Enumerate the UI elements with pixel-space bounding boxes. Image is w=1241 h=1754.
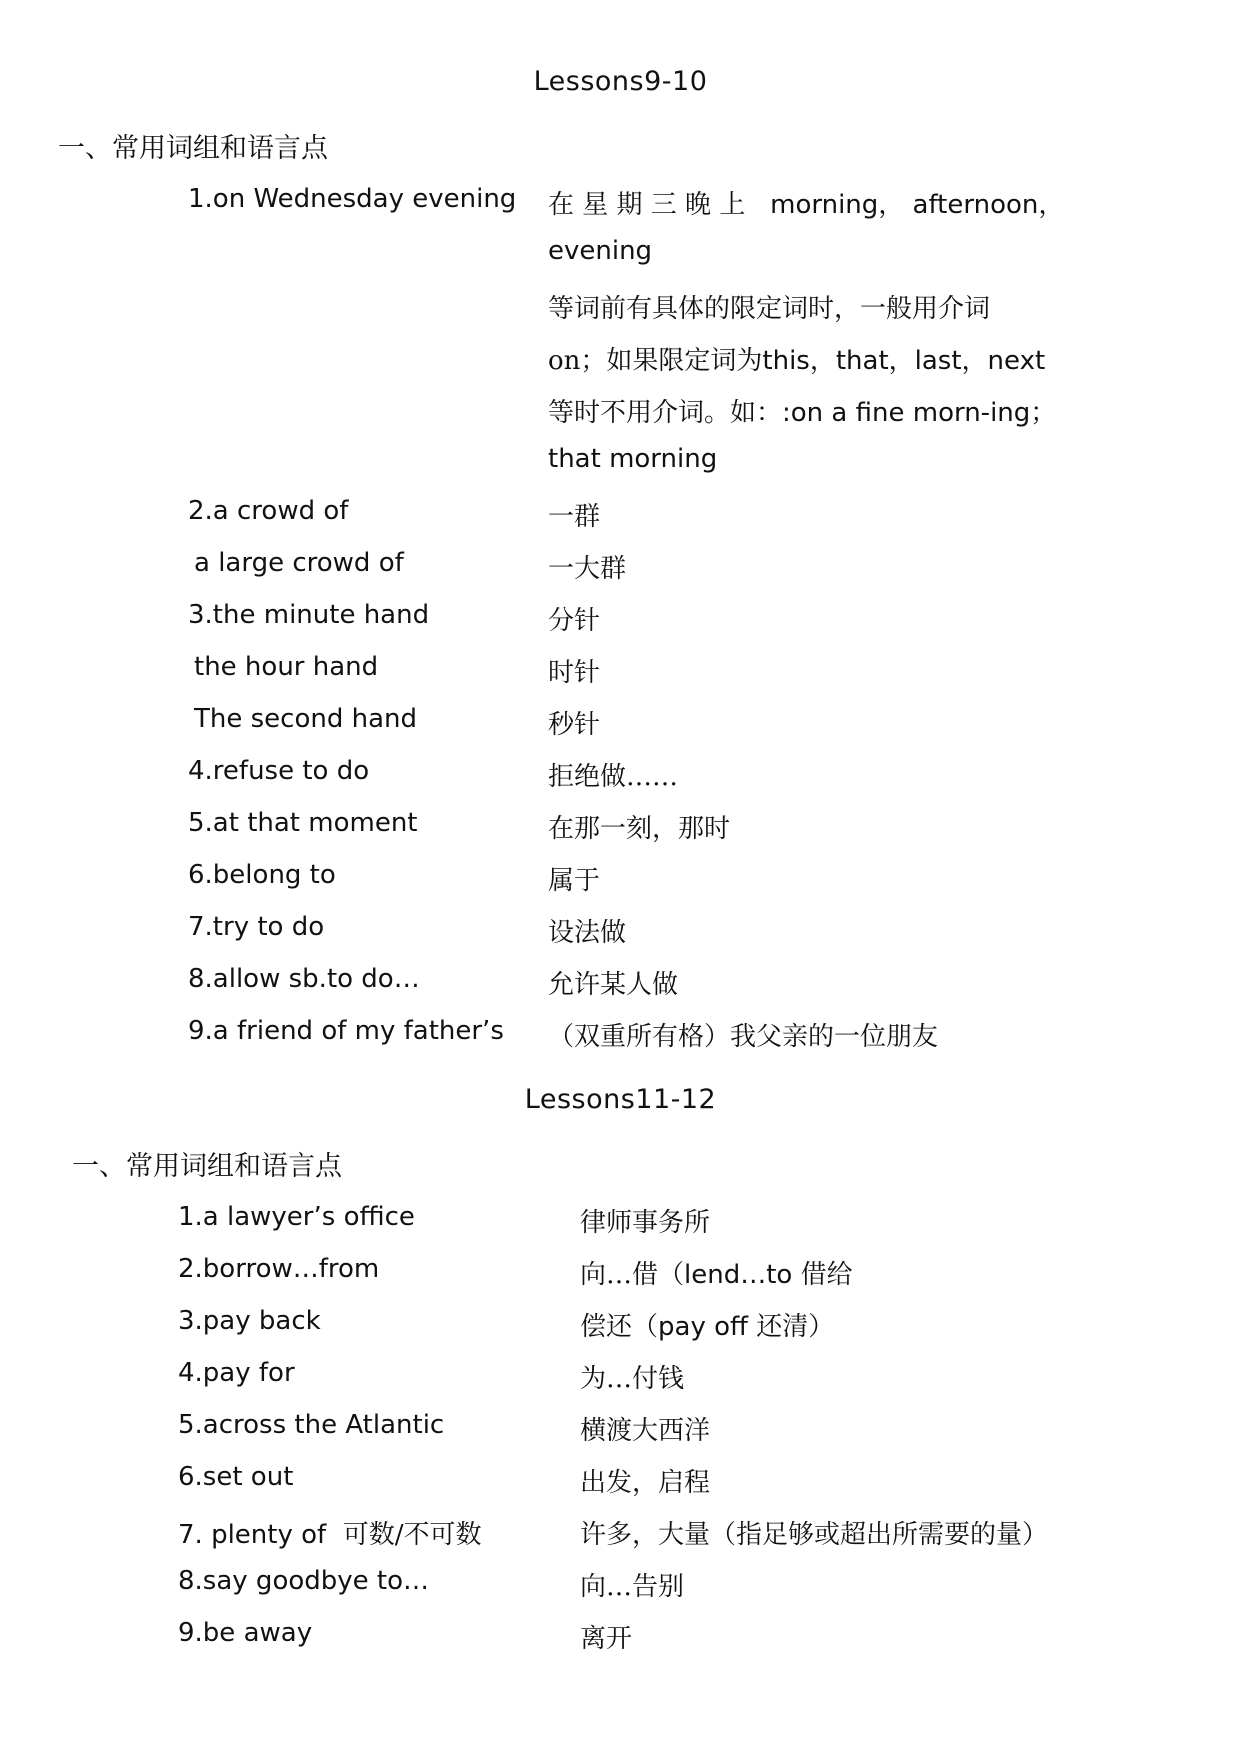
- phrase-meaning: 向…告别: [580, 1572, 685, 1602]
- note-text-en: this，that，last，next: [762, 346, 1046, 376]
- note-line: [548, 288, 990, 325]
- list-item: [0, 912, 1241, 964]
- note-text: 等词前有具体的限定词时，一般用介词: [548, 294, 991, 324]
- list-item: [0, 600, 1241, 652]
- phrase-meaning: 为…付钱: [580, 1364, 685, 1394]
- list-item: [0, 860, 1241, 912]
- list-item: [0, 704, 1241, 756]
- phrase-meaning: 秒针: [548, 710, 601, 740]
- note-text: that morning: [548, 444, 718, 474]
- phrase-term: a large crowd of: [194, 548, 404, 578]
- list-item: [0, 652, 1241, 704]
- meaning-en: morning， afternoon，: [770, 190, 1065, 220]
- phrase-term: 8.say goodbye to…: [178, 1566, 430, 1596]
- phrase-term: 9.a friend of my father’s: [188, 1016, 504, 1046]
- note-line: [548, 444, 717, 474]
- list-item: [0, 184, 1241, 236]
- phrase-meaning: 律师事务所: [580, 1208, 711, 1238]
- phrase-meaning: 离开: [580, 1624, 633, 1654]
- note-line: [548, 236, 652, 266]
- phrase-meaning: 在那一刻，那时: [548, 814, 731, 844]
- phrase-term: 1.a lawyer’s office: [178, 1202, 415, 1232]
- phrase-term: 6.set out: [178, 1462, 294, 1492]
- list-item: [0, 1514, 1241, 1566]
- phrase-term: 5.across the Atlantic: [178, 1410, 445, 1440]
- phrase-term: the hour hand: [194, 652, 379, 682]
- section-heading-11-12: 一、常用词组和语言点: [72, 1151, 342, 1182]
- section-heading-9-10: 一、常用词组和语言点: [58, 133, 328, 164]
- phrase-term: 5.at that moment: [188, 808, 418, 838]
- lesson-title-9-10: Lessons9-10: [533, 66, 708, 97]
- phrase-meaning: 分针: [548, 606, 601, 636]
- phrase-meaning: 拒绝做……: [548, 762, 679, 792]
- note-line: [548, 392, 1056, 429]
- list-item: [0, 1566, 1241, 1618]
- phrase-term: 6.belong to: [188, 860, 336, 890]
- list-item: [0, 1358, 1241, 1410]
- list-item: [0, 1016, 1241, 1068]
- phrase-term: 4.pay for: [178, 1358, 295, 1388]
- lesson-title-11-12: Lessons11-12: [524, 1084, 717, 1115]
- phrase-term: 1.on Wednesday evening: [188, 184, 517, 214]
- phrase-meaning: 一大群: [548, 554, 627, 584]
- phrase-term: 3.pay back: [178, 1306, 321, 1336]
- note-text: 等时不用介词。如：: [548, 398, 783, 428]
- phrase-term: 9.be away: [178, 1618, 313, 1648]
- phrase-meaning: 向…借（lend…to 借给: [580, 1260, 853, 1290]
- phrase-term: The second hand: [194, 704, 418, 734]
- phrase-term: 7.try to do: [188, 912, 325, 942]
- list-item: [0, 964, 1241, 1016]
- phrase-meaning: [548, 184, 1064, 221]
- note-text-en: :on a fine morn-ing；: [782, 398, 1057, 428]
- phrase-meaning: 属于: [548, 866, 601, 896]
- list-item: [0, 1202, 1241, 1254]
- phrase-term: 2.a crowd of: [188, 496, 349, 526]
- phrase-meaning: 设法做: [548, 918, 627, 948]
- list-item: [0, 1254, 1241, 1306]
- phrase-term: 7. plenty of 可数/不可数: [178, 1520, 482, 1550]
- note-line: [548, 340, 1045, 377]
- phrase-meaning: 允许某人做: [548, 970, 679, 1000]
- phrase-term: 3.the minute hand: [188, 600, 430, 630]
- phrase-meaning: 时针: [548, 658, 601, 688]
- meaning-zh: 在 星 期 三 晚 上: [548, 190, 746, 220]
- note-text: on；如果限定词为: [548, 346, 763, 376]
- list-item: [0, 1410, 1241, 1462]
- list-item: [0, 1462, 1241, 1514]
- phrase-meaning: 出发，启程: [580, 1468, 711, 1498]
- phrase-meaning: 许多，大量（指足够或超出所需要的量）: [580, 1520, 1049, 1550]
- phrase-term: 8.allow sb.to do…: [188, 964, 420, 994]
- phrase-term: 2.borrow…from: [178, 1254, 380, 1284]
- list-item: [0, 1306, 1241, 1358]
- list-item: [0, 1618, 1241, 1670]
- list-item: [0, 808, 1241, 860]
- phrase-meaning: （双重所有格）我父亲的一位朋友: [548, 1022, 939, 1052]
- phrase-meaning: 偿还（pay off 还清）: [580, 1312, 835, 1342]
- list-item: [0, 548, 1241, 600]
- list-item: [0, 496, 1241, 548]
- phrase-meaning: 一群: [548, 502, 601, 532]
- note-text: evening: [548, 236, 653, 266]
- phrase-term: 4.refuse to do: [188, 756, 370, 786]
- phrase-meaning: 横渡大西洋: [580, 1416, 711, 1446]
- list-item: [0, 756, 1241, 808]
